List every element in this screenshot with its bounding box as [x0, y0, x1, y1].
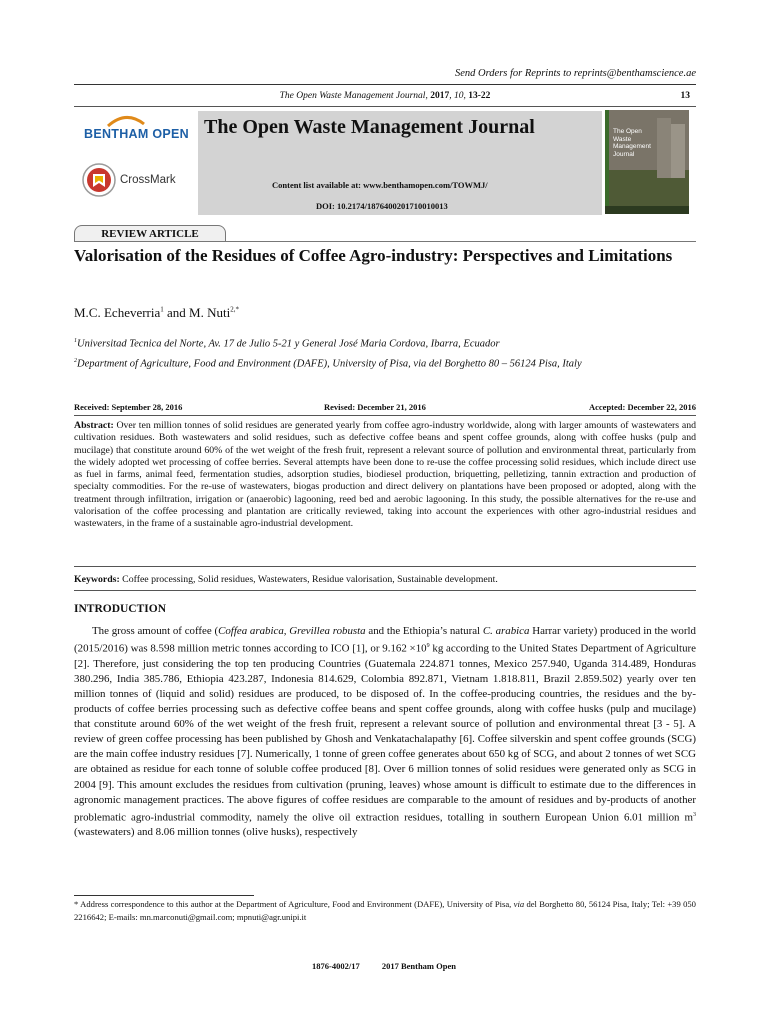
- intro-text-e: (wastewaters) and 8.06 million tonnes (olive husks), respectively: [74, 826, 358, 839]
- keywords: [74, 574, 498, 585]
- accepted-date: Accepted: December 22, 2016: [588, 402, 696, 412]
- author-2[interactable]: and M. Nuti: [163, 305, 231, 320]
- reprints-notice: Send Orders for Reprints to reprints@benthamscience.ae: [454, 68, 696, 79]
- footer-issn: 1876-4002/17: [312, 961, 360, 971]
- bentham-swoosh-icon: [106, 114, 146, 128]
- abstract-label: Abstract:: [74, 420, 114, 431]
- intro-text-c: Harrar variety) produced in the world (2015/2016) was 8.598 million metric tonnes according to ICO [1], or 9.162 ×10: [74, 625, 696, 655]
- article-type-tab: REVIEW ARTICLE: [74, 225, 226, 242]
- running-head-volume: 10: [453, 91, 464, 101]
- received-date: Received: September 28, 2016: [74, 402, 183, 412]
- intro-text-d: kg according to the United States Department of Agriculture [2]. Therefore, just considering the top ten producing Countries (Guatemala 224.871 tonnes, Mexico 257.940, Uganda 314.489, Honduras 380.296, India 385.786, Ethiopia 423.287, Indonesia 814.629, Colombia 892.871, Vietnam 1.818.811, Brazil 2.859.502) yearly over ten million tonnes of (liquid and solid) residues are produced, to be disposed of. In the coffee-producing countries, the residues and the by-products of coffee berries processing such as defective coffee beans and spent coffee grounds, along with coffee husks (pulp and mucilage) that constitute around 60% of the wet weight of the fresh fruit, represent a relevant source of pollution and environmental threat [3 - 5]. A review of green coffee processing has been published by Ghosh and Venkatachalapathy [6]. Coffee silverskin and spent coffee grounds (SCG) are the main coffee industry residues [7]. Numerically, 1 tonne of green coffee generates about 650 kg of SCG, and about 2 tonnes of wet SCG are obtained as residue for each tonne of soluble coffee produced [8]. Over 6 million tonnes of solid residues were generated only as SCG in 2004 [9]. This amount excludes the residues from cultivation (pruning, leaves) whose amount is difficult to estimate due to the differences in agronomic management practices. The above figures of coffee residues are comparable to the amount of residues and by-products of another problematic agro-industrial commodity, namely the olive oil extraction residues, totalling in southern European Union 6.01 million m: [74, 642, 696, 824]
- page-number: 13: [680, 91, 690, 101]
- running-head: The Open Waste Management Journal, 2017, 10, 13-22: [279, 91, 491, 101]
- abstract: [74, 420, 696, 531]
- correspondence-footnote: [74, 898, 696, 923]
- affiliation-2: [74, 353, 698, 373]
- footnote-text-a: * Address correspondence to this author at the Department of Agriculture, Food and Environment (DAFE), University of Pisa,: [74, 899, 514, 909]
- intro-text-a: The gross amount of coffee (: [92, 625, 219, 637]
- footer-copyright: 2017 Bentham Open: [381, 961, 456, 971]
- crossmark-label: CrossMark: [120, 174, 176, 186]
- affiliation-1-text: Universitad Tecnica del Norte, Av. 17 de Julio 5-21 y General José Maria Cordova, Ibarra, Ecuador: [77, 338, 500, 350]
- article-title: Valorisation of the Residues of Coffee Agro-industry: Perspectives and Limitations: [74, 246, 673, 265]
- intro-species-2: C. arabica: [482, 625, 530, 637]
- intro-text-b: and the Ethiopia’s natural: [365, 625, 483, 637]
- running-head-year: 2017: [430, 91, 450, 101]
- doi-link[interactable]: DOI: 10.2174/1876400201710010013: [316, 201, 448, 211]
- article-type-divider: [74, 241, 696, 242]
- abstract-text: Over ten million tonnes of solid residues are generated yearly from coffee agro-industry worldwide, along with larger amounts of wastewaters and cultivation residues. Both wastewaters and solid residues, such as defective coffee beans and spent coffee grounds, along with coffee husks (pulp and mucilage) that constitute around 60% of the wet weight of the fresh fruit, represent a relevant source of pollution and environmental threat, particularly from the widely adopted wet processing of coffee berries. Several attempts have been done to re-use the coffee processing solid residues, which include direct use as fuel in farms, animal feed, fermentation studies, adsorption studies, biodiesel production, briquetting, pelletizing, tannin extraction and production of specialty commodities. For the re-use of wastewaters, biogas production and direct delivery on plantations have been proposed or adopted, along with the treatment through infiltration, irrigation or (anaerobic) lagooning, reed bed and aerobic lagooning. In this study, the possible alternatives for the re-use and valorisation of the coffee processing and plantation are critically reviewed, taking into account the experiences with other agro-industrial residues and wastewaters, in the frame of a sustainable agro-industrial development.: [74, 420, 696, 530]
- running-head-journal: The Open Waste Management Journal: [279, 91, 426, 101]
- journal-cover-image: [605, 110, 689, 214]
- cover-illustration: [605, 110, 689, 214]
- affiliations: [74, 333, 698, 372]
- cover-title: The Open Waste Management Journal: [613, 128, 651, 158]
- page-footer: [0, 961, 768, 971]
- revised-date: Revised: December 21, 2016: [324, 402, 426, 412]
- header-divider: [74, 84, 696, 85]
- affiliation-2-text: Department of Agriculture, Food and Environment (DAFE), University of Pisa, via del Borghetto 80 – 56124 Pisa, Italy: [77, 358, 582, 369]
- intro-species: Coffea arabica, Grevillea robusta: [218, 625, 366, 637]
- content-list-link[interactable]: Content list available at: www.benthamopen.com/TOWMJ/: [272, 180, 488, 190]
- keywords-text: Coffee processing, Solid residues, Wastewaters, Residue valorisation, Sustainable development.: [122, 574, 498, 585]
- intro-exponent-2: 3: [693, 811, 696, 818]
- affiliation-1-marker: 1: [74, 338, 77, 344]
- publisher-logo[interactable]: BENTHAM OPEN: [84, 127, 189, 141]
- dates-divider: [74, 415, 696, 416]
- introduction-paragraph: [74, 624, 696, 841]
- abstract-divider: [74, 566, 696, 567]
- affiliation-2-marker: 2: [74, 357, 77, 364]
- intro-exponent: 9: [426, 643, 430, 650]
- running-head-pages: 13-22: [468, 91, 491, 101]
- journal-title: The Open Waste Management Journal: [204, 116, 535, 138]
- author-2-affil: 2,*: [230, 305, 239, 314]
- author-list: [74, 305, 239, 321]
- footnote-text-b: del Borghetto 80, 56124 Pisa, Italy; Tel: +39 050 2216642; E-mails: mn.marconuti@gmail.com; mpnuti@agr.unipi.it: [74, 899, 696, 922]
- keywords-divider: [74, 590, 696, 591]
- section-heading-introduction: INTRODUCTION: [74, 603, 167, 615]
- keywords-label: Keywords:: [74, 574, 120, 585]
- footnote-via: via: [513, 899, 525, 909]
- crossmark-icon[interactable]: [82, 163, 116, 197]
- affiliation-1: [74, 333, 698, 353]
- author-1-affil: 1: [160, 305, 164, 314]
- footnote-divider: [74, 895, 254, 896]
- author-1[interactable]: M.C. Echeverria: [74, 305, 161, 320]
- running-head-divider: [74, 106, 696, 107]
